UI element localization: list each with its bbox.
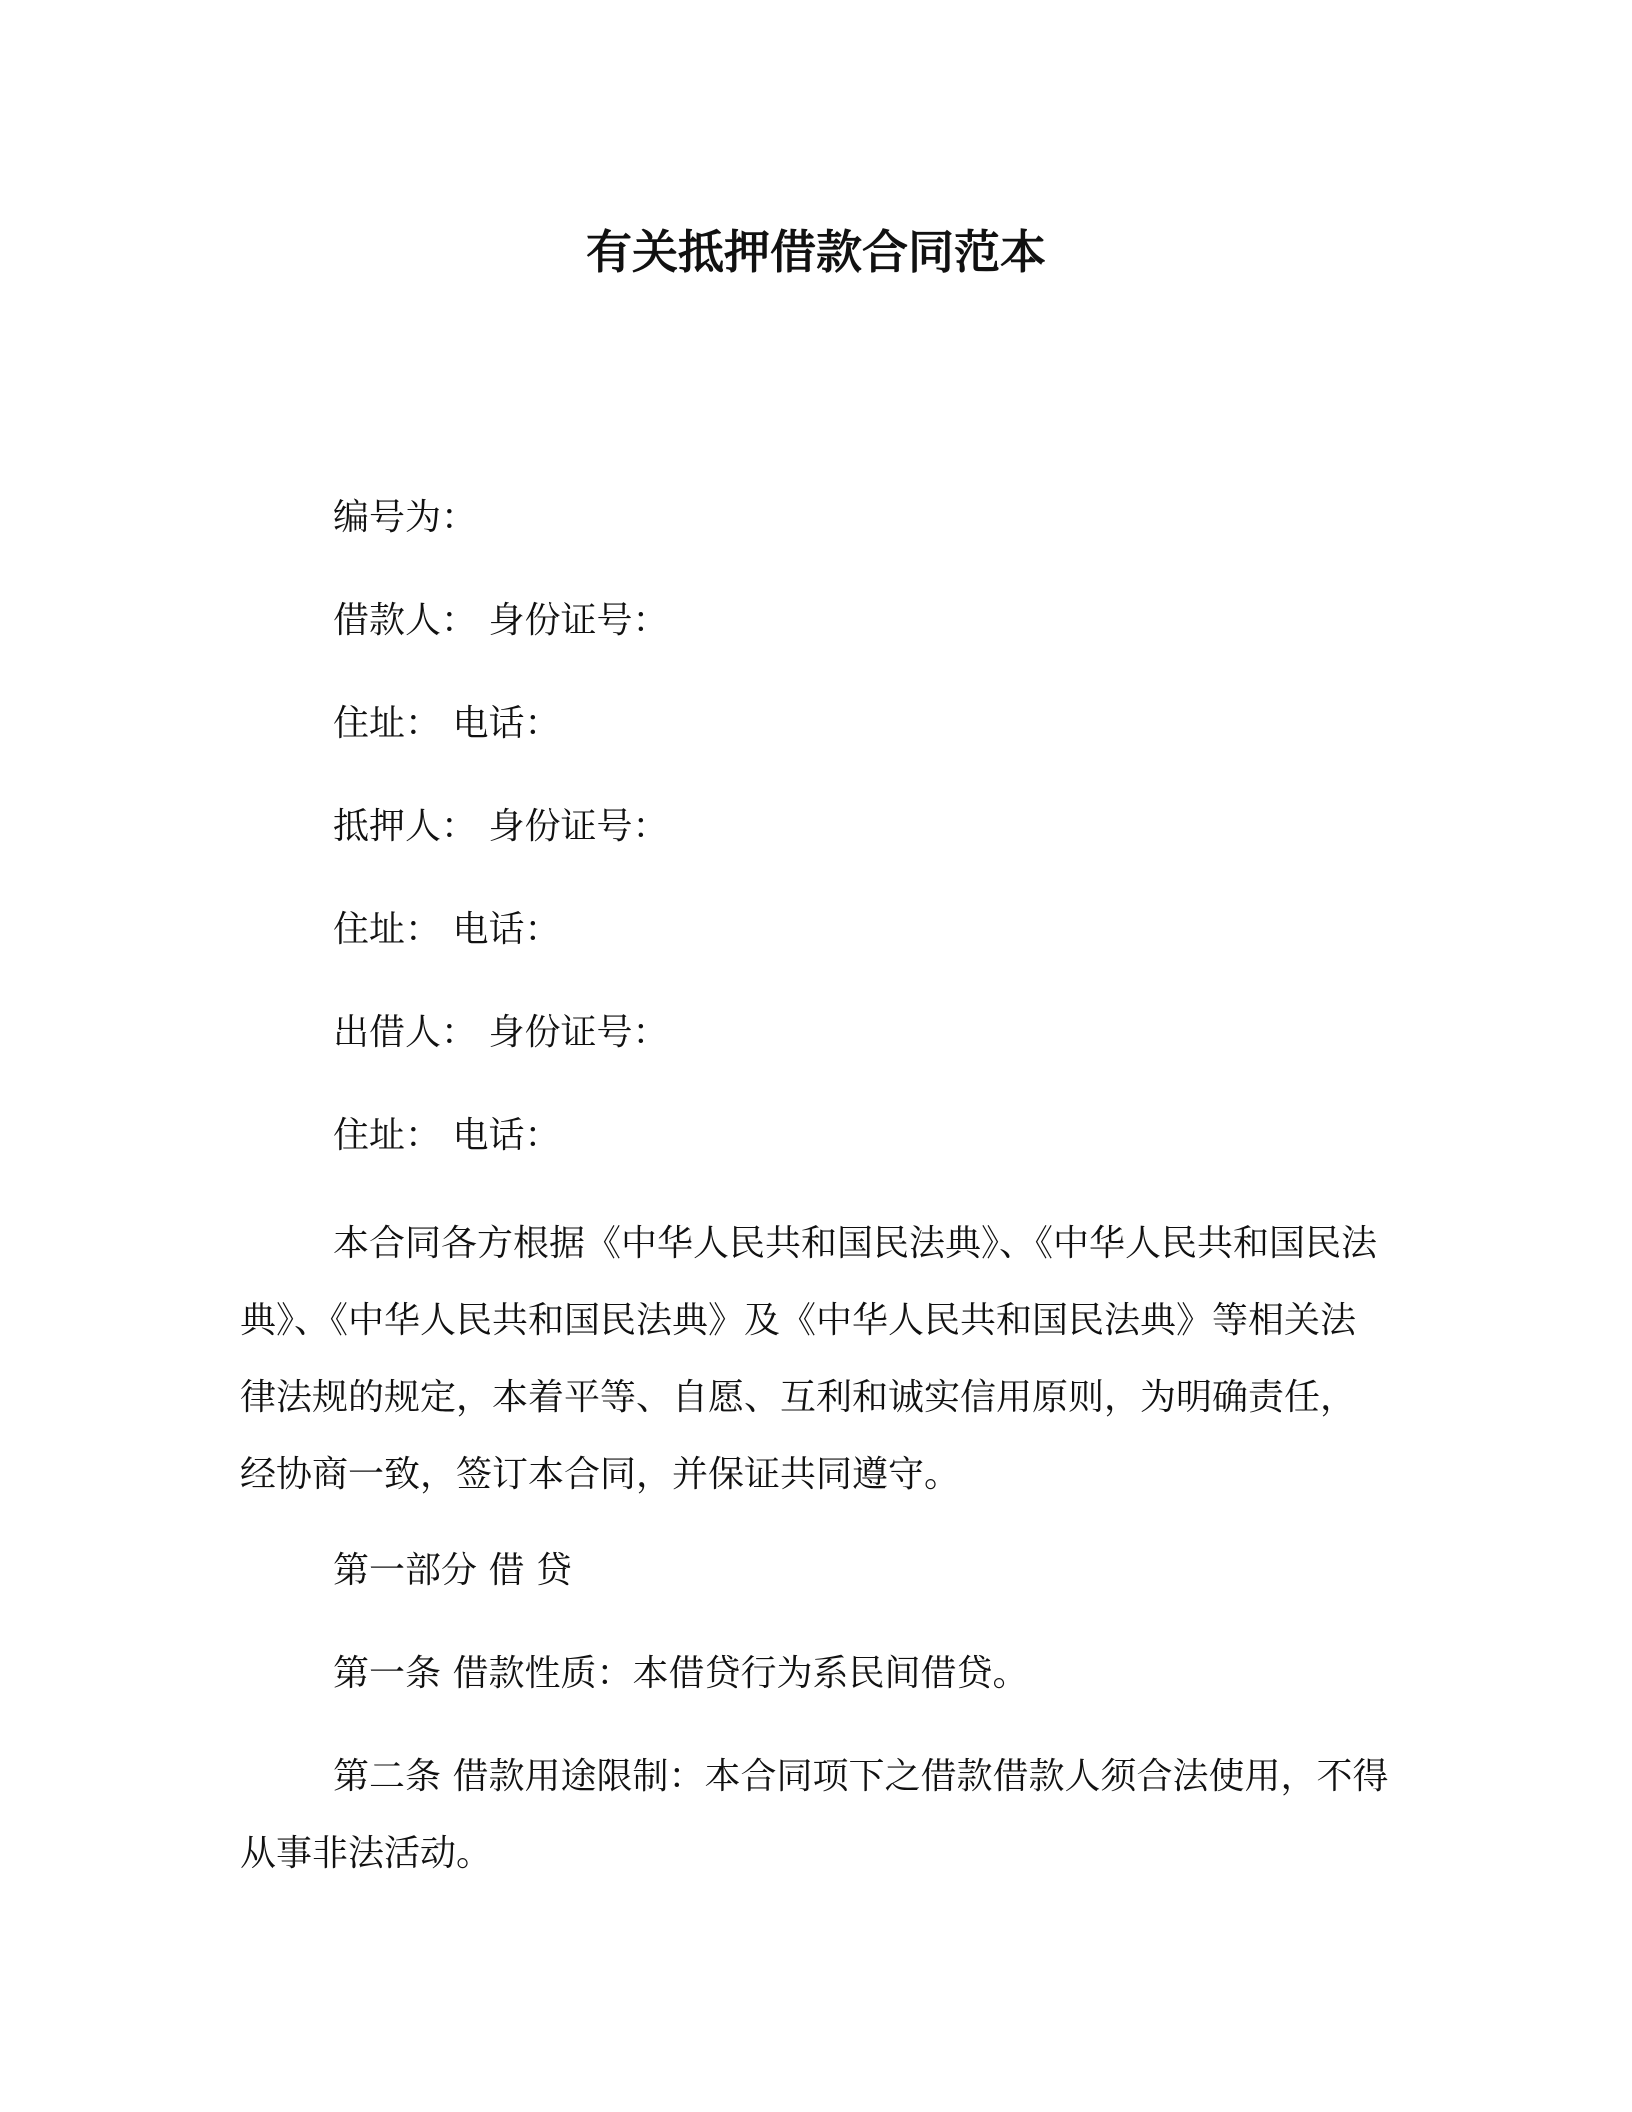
part-one-heading: 第一部分 借 贷 [333,1550,572,1591]
article-two: 第二条 借款用途限制：本合同项下之借款借款人须合法使用，不得从事非法活动。 [240,1756,1389,1874]
field-lender: 出借人： 身份证号： [333,1012,669,1053]
article-one: 第一条 借款性质：本借贷行为系民间借贷。 [333,1653,1029,1694]
preamble-paragraph: 本合同各方根据《中华人民共和国民法典》、《中华人民共和国民法典》、《中华人民共和国民法典》及《中华人民共和国民法典》等相关法律法规的规定，本着平等、自愿、互利和诚实信用原则，为明确责任，经协商一致，签订本合同，并保证共同遵守。 [240,1223,1378,1495]
field-borrower: 借款人： 身份证号： [333,600,669,641]
field-lender-address: 住址： 电话： [333,1115,561,1156]
field-mortgagor-address: 住址： 电话： [333,909,561,950]
field-contract-number: 编号为： [333,497,478,538]
document-title: 有关抵押借款合同范本 [586,225,1046,279]
field-borrower-address: 住址： 电话： [333,703,561,744]
field-mortgagor: 抵押人： 身份证号： [333,806,669,847]
